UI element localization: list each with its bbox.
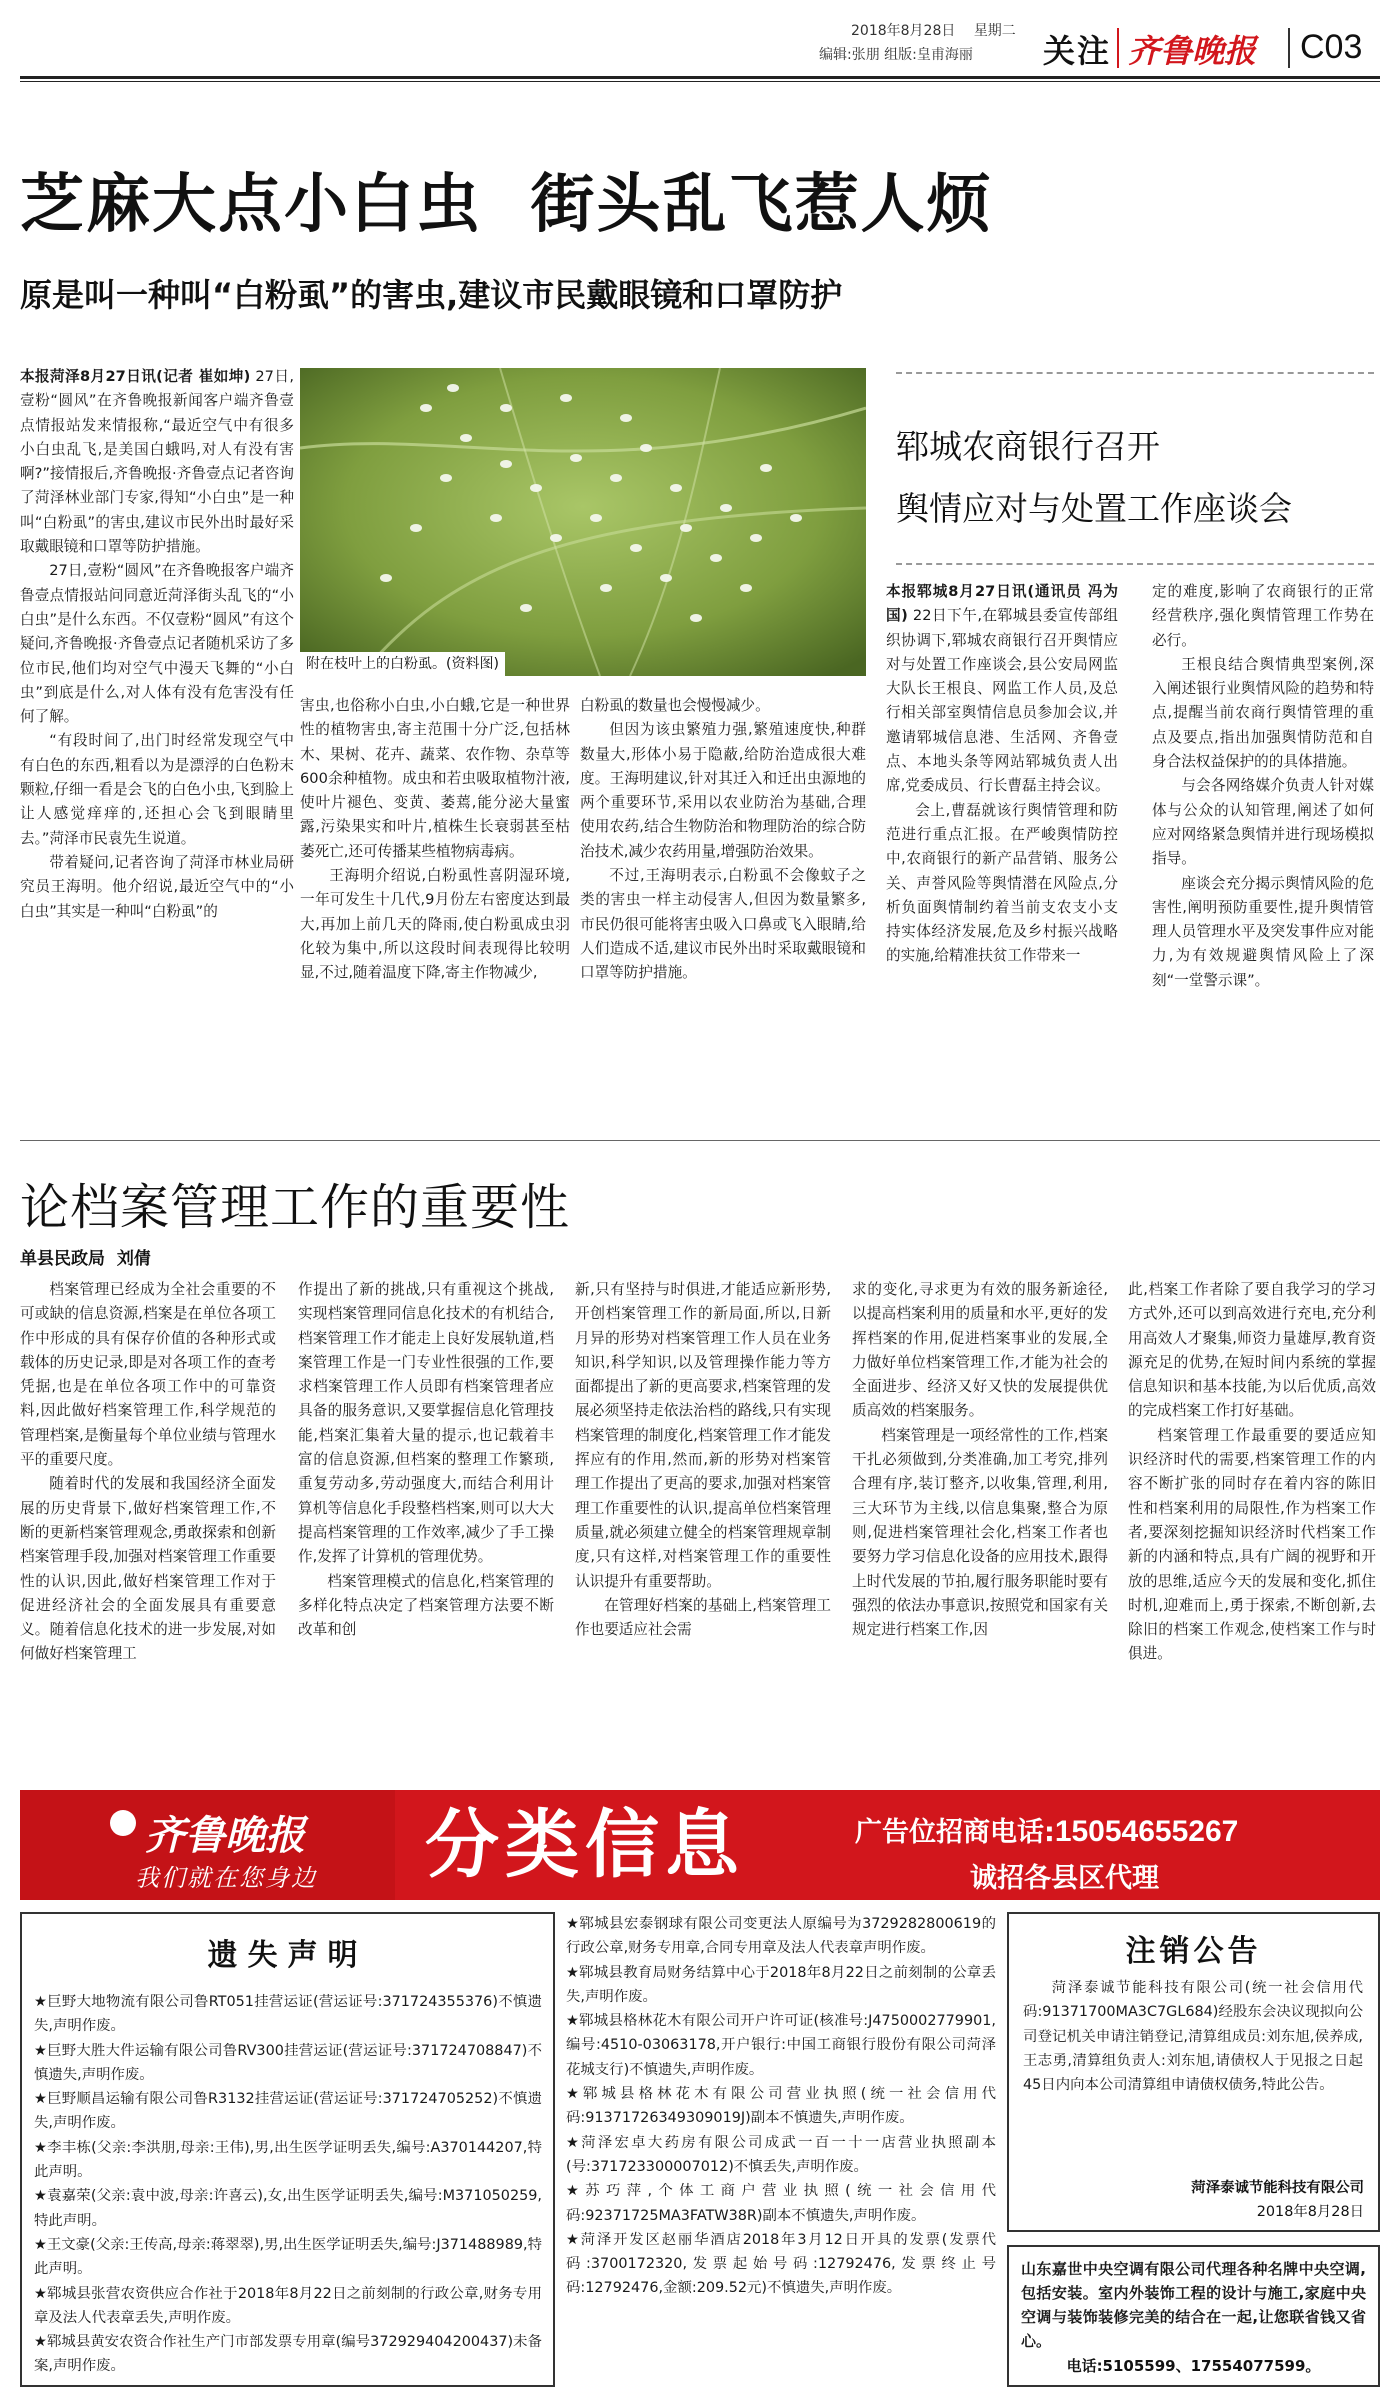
list-item: ★菏泽开发区赵丽华酒店2018年3月12日开具的发票(发票代码:3700172320,发票起始号码:12792476,发票终止号码:12792476,金额:209.52元)不慎遗失,声明作废。 — [566, 2231, 996, 2297]
archive-paragraph: 此,档案工作者除了要自我学习的学习方式外,还可以到高效进行充电,充分利用高效人才聚集,师资力量雄厚,教育资源充足的优势,在短时间内系统的掌握信息知识和基本技能,为以后优质,高效的完成档案工作打好基础。 — [1128, 1281, 1376, 1420]
list-item: ★苏巧萍,个体工商户营业执照(统一社会信用代码:92371725MA3FATW38R)副本不慎遗失,声明作废。 — [566, 2183, 996, 2224]
archive-paragraph: 求的变化,寻求更为有效的服务新途径,以提高档案利用的质量和水平,更好的发挥档案的作用,促进档案事业的发展,全力做好单位档案管理工作,才能为社会的全面进步、经济又好又快的发展提供优质高效的档案服务。 — [852, 1281, 1108, 1420]
header-divider-2 — [1288, 28, 1290, 68]
archive-column-4 — [852, 1278, 1108, 1642]
lead-paragraph: 但因为该虫繁殖力强,繁殖速度快,种群数量大,形体小易于隐蔽,给防治造成很大难度。王海明建议,针对其迁入和迁出虫源地的两个重要环节,采用以农业防治为基础,合理使用农药,结合生物防治和物理防治的综合防治技术,减少农药用量,增强防治效果。 — [580, 721, 866, 860]
header-date — [851, 20, 1016, 40]
list-item: ★郓城县格林花木有限公司营业执照(统一社会信用代码:91371726349309019J)副本不慎遗失,声明作废。 — [566, 2086, 996, 2127]
archive-paragraph: 新,只有坚持与时俱进,才能适应新形势,开创档案管理工作的新局面,所以,日新月异的形势对档案管理工作人员在业务知识,科学知识,以及管理操作能力等方面都提出了新的更高要求,档案管理的发展必须坚持走依法治档的路线,只有实现档案管理的制度化,档案管理工作才能发挥应有的作用,然而,新的形势对档案管理工作提出了更高的要求,加强对档案管理工作重要性的认识,提高单位档案管理质量,就必须建立健全的档案管理规章制度,只有这样,对档案管理工作的重要性认识提升有重要帮助。 — [575, 1281, 831, 1590]
ac-ad-box — [1007, 2245, 1380, 2387]
list-item: ★巨野大胜大件运输有限公司鲁RV300挂营运证(营运证号:371724708847)不慎遗失,声明作废。 — [34, 2042, 542, 2083]
classified-logo: 齐鲁晚报 — [145, 1812, 305, 1859]
bank-top-divider — [896, 372, 1374, 374]
lead-paragraph: 带着疑问,记者咨询了菏泽市林业局研究员王海明。他介绍说,最近空气中的“小白虫”其实是一种叫“白粉虱”的 — [20, 853, 294, 920]
lead-paragraph: 白粉虱的数量也会慢慢减少。 — [580, 697, 770, 714]
archive-column-3 — [575, 1278, 831, 1642]
lead-paragraph: 本报菏泽8月27日讯(记者 崔如坤) 27日,壹粉“圆风”在齐鲁晚报新闻客户端齐鲁壹点情报站发来情报称,“最近空气中有很多小白虫乱飞,是美国白蛾吗,对人有没有害啊?”接情报后,齐鲁晚报·齐鲁壹点记者咨询了菏泽林业部门专家,得知“小白虫”是一种叫“白粉虱”的害虫,建议市民外出时最好采取戴眼镜和口罩等防护措施。 — [20, 368, 294, 556]
leaf-illustration — [300, 368, 866, 676]
archive-column-1 — [20, 1278, 276, 1667]
lead-headline: 芝麻大点小白虫 街头乱飞惹人烦 — [20, 168, 993, 242]
ad-phone-label: 广告位招商电话: — [855, 1817, 1055, 1848]
archive-column-5 — [1128, 1278, 1376, 1667]
archive-headline: 论档案管理工作的重要性 — [20, 1179, 571, 1236]
lead-dateline: 本报菏泽8月27日讯(记者 崔如坤) — [20, 368, 251, 385]
ad-phone-line — [855, 1810, 1238, 1849]
header-editors: 编辑:张朋 组版:皇甫海丽 — [819, 47, 973, 63]
archive-paragraph: 作提出了新的挑战,只有重视这个挑战,实现档案管理同信息化技术的有机结合,档案管理工作才能走上良好发展轨道,档案管理工作是一门专业性很强的工作,要求档案管理工作人员即有档案管理者应具备的服务意识,又要掌握信息化管理技能,档案汇集着大量的提示,也记载着丰富的信息资源,但档案的整理工作繁琐,重复劳动多,劳动强度大,而结合利用计算机等信息化手段整档档案,则可以大大提高档案管理的工作效率,减少了手工操作,发挥了计算机的管理优势。 — [298, 1281, 554, 1566]
archive-paragraph: 档案管理已经成为全社会重要的不可或缺的信息资源,档案是在单位各项工作中形成的具有保存价值的各种形式或载体的历史记录,即是对各项工作的查考凭据,也是在单位各项工作中的可靠资料,因此做好档案管理工作,科学规范的管理档案,是衡量每个单位业绩与管理水平的重要尺度。 — [20, 1281, 276, 1469]
lead-column-3 — [580, 694, 866, 986]
lead-paragraph: 害虫,也俗称小白虫,小白蛾,它是一种世界性的植物害虫,寄主范围十分广泛,包括林木、果树、花卉、蔬菜、农作物、杂草等600余种植物。成虫和若虫吸取植物汁液,使叶片褪色、变黄、萎蔫,能分泌大量蜜露,污染果实和叶片,植株生长衰弱甚至枯萎死亡,还可传播某些植物病毒病。 — [300, 697, 570, 860]
list-item: ★菏泽宏卓大药房有限公司成武一百一十一店营业执照副本(号:371723300007012)不慎丢失,声明作废。 — [566, 2134, 996, 2175]
photo-caption: 附在枝叶上的白粉虱。(资料图) — [300, 652, 505, 676]
list-item: ★郓城县宏泰钢球有限公司变更法人原编号为3729282800619的行政公章,财务专用章,合同专用章及法人代表章声明作废。 — [566, 1916, 996, 1957]
archive-top-rule — [20, 1140, 1380, 1141]
lead-paragraph: “有段时间了,出门时经常发现空气中有白色的东西,粗看以为是漂浮的白色粉末颗粒,仔细一看是会飞的白色小虫,飞到脸上让人感觉痒痒的,还担心会飞到眼睛里去。”菏泽市民袁先生说道。 — [20, 732, 294, 847]
bank-paragraph: 本报郓城8月27日讯(通讯员 冯为国) 22日下午,在郓城县委宣传部组织协调下,郓城农商银行召开舆情应对与处置工作座谈会,县公安局网监大队长王根良、网监工作人员,及总行相关部室舆情信息员参加会议,并邀请郓城信息港、生活网、齐鲁壹点、本地头条等网站郓城负责人出席,党委成员、行长曹磊主持会议。 — [886, 583, 1118, 795]
lead-paragraph: 27日,壹粉“圆风”在齐鲁晚报客户端齐鲁壹点情报站问同意近菏泽街头乱飞的“小白虫”是什么东西。不仅壹粉“圆风”有这个疑问,齐鲁晚报·齐鲁壹点记者随机采访了多位市民,他们均对空气中漫天飞舞的“小白虫”到底是什么,对人体有没有危害没有任何了解。 — [20, 562, 294, 726]
list-item: ★巨野顺昌运输有限公司鲁R3132挂营运证(营运证号:371724705252)不慎遗失,声明作废。 — [34, 2091, 542, 2132]
archive-paragraph: 随着时代的发展和我国经济全面发展的历史背景下,做好档案管理工作,不断的更新档案管理观念,勇敢探索和创新档案管理手段,加强对档案管理工作重要性的认识,因此,做好档案管理工作对于促进经济社会的全面发展具有重要意义。随着信息化技术的进一步发展,对如何做好档案管理工 — [20, 1475, 276, 1663]
list-item: ★郓城县黄安农资合作社生产门市部发票专用章(编号372929404200437)未备案,声明作废。 — [34, 2334, 542, 2375]
paper-logo: 齐鲁晚报 — [1128, 32, 1257, 70]
lead-subtitle: 原是叫一种叫“白粉虱”的害虫,建议市民戴眼镜和口罩防护 — [20, 276, 843, 314]
header-rule — [20, 76, 1380, 79]
bank-headline-2: 舆情应对与处置工作座谈会 — [896, 489, 1292, 528]
lead-paragraph: 不过,王海明表示,白粉虱不会像蚊子之类的害虫一样主动侵害人,但因为数量繁多,市民仍很可能将害虫吸入口鼻或飞入眼睛,给人们造成不适,建议市民外出时采取戴眼镜和口罩等防护措施。 — [580, 867, 866, 982]
bank-column-2 — [1152, 580, 1374, 993]
ad-subtitle: 诚招各县区代理 — [970, 1863, 1159, 1894]
cancel-notice-title: 注销公告 — [1125, 1934, 1262, 1969]
lead-column-1 — [20, 365, 294, 924]
lost-notices-title: 遗失声明 — [207, 1938, 368, 1973]
ac-ad-phone: 电话:5105599、17554077599。 — [1066, 2357, 1321, 2375]
header-rule-thin — [20, 81, 1380, 82]
cancel-notice-body: 菏泽泰诚节能科技有限公司(统一社会信用代码:91371700MA3C7GL684)经股东会决议现拟向公司登记机关申请注销登记,清算组成员:刘东旭,侯养成,王志勇,清算组负责人:刘东旭,请债权人于见报之日起45日内向本公司清算组申请债权债务,特此公告。 — [1023, 1980, 1363, 2094]
weekday-text: 星期二 — [973, 23, 1016, 39]
classified-slogan: 我们就在您身边 — [135, 1864, 317, 1892]
lost-notices-box — [20, 1912, 555, 2387]
date-text: 2018年8月28日 — [851, 23, 956, 39]
ad-phone-number: 15054655267 — [1054, 1815, 1239, 1848]
archive-byline: 单县民政局 刘倩 — [20, 1249, 151, 1269]
header-divider — [1117, 28, 1119, 68]
classified-title: 分类信息 — [425, 1802, 745, 1888]
classified-banner — [20, 1790, 1380, 1900]
bank-column-1 — [886, 580, 1118, 969]
lead-column-2 — [300, 694, 570, 986]
lead-paragraph: 王海明介绍说,白粉虱性喜阴湿环境,一年可发生十几代,9月份左右密度达到最大,再加上前几天的降雨,使白粉虱成虫羽化较为集中,所以这段时间表现得比较明显,不过,随着温度下降,寄主作物减少, — [300, 867, 570, 982]
mid-notices-list — [566, 1912, 996, 2301]
list-item: ★郓城县格林花木有限公司开户许可证(核准号:J4750002779901,编号:4510-03063178,开户银行:中国工商银行股份有限公司菏泽花城支行)不慎遗失,声明作废。 — [566, 2013, 996, 2078]
list-item: ★郓城县张营农资供应合作社于2018年8月22日之前刻制的行政公章,财务专用章及法人代表章丢失,声明作废。 — [34, 2285, 542, 2326]
bank-dateline: 本报郓城8月27日讯(通讯员 冯为国) — [886, 583, 1118, 625]
bank-paragraph: 座谈会充分揭示舆情风险的危害性,阐明预防重要性,提升舆情管理人员管理水平及突发事件应对能力,为有效规避舆情风险上了深刻“一堂警示课”。 — [1152, 874, 1374, 989]
bank-paragraph: 与会各网络媒介负责人针对媒体与公众的认知管理,阐述了如何应对网络紧急舆情并进行现场模拟指导。 — [1152, 777, 1374, 868]
lost-notices-list — [34, 1990, 542, 2379]
cancel-notice-box — [1007, 1912, 1380, 2232]
list-item: ★巨野大地物流有限公司鲁RT051挂营运证(营运证号:371724355376)不慎遗失,声明作废。 — [34, 1994, 542, 2035]
bank-paragraph: 王根良结合舆情典型案例,深入阐述银行业舆情风险的趋势和特点,提醒当前农商行舆情管理的重点及要点,指出加强舆情防范和自身合法权益保护的的具体措施。 — [1152, 655, 1374, 771]
ac-ad-body: 山东嘉世中央空调有限公司代理各种名牌中央空调,包括安装。室内外装饰工程的设计与施工,家庭中央空调与装饰装修完美的结合在一起,让您联省钱又省心。 — [1021, 2260, 1366, 2350]
list-item: ★郓城县教育局财务结算中心于2018年8月22日之前刻制的公章丢失,声明作废。 — [566, 1964, 996, 2005]
sun-icon — [110, 1810, 136, 1836]
whitefly-photo — [300, 368, 866, 676]
archive-paragraph: 档案管理工作最重要的要适应知识经济时代的需要,档案管理工作的内容不断扩张的同时存在着内容的陈旧性和档案利用的局限性,作为档案工作者,要深刻挖掘知识经济时代档案工作新的内涵和特点,具有广阔的视野和开放的思维,适应今天的发展和变化,抓住时机,迎难而上,勇于探索,不断创新,去除旧的档案工作观念,使档案工作与时俱进。 — [1128, 1426, 1376, 1663]
archive-paragraph: 档案管理是一项经常性的工作,档案干扎必须做到,分类准确,加工考究,排列合理有序,装订整齐,以收集,管理,利用,三大环节为主线,以信息集聚,整合为原则,促进档案管理社会化,档案工作者也要努力学习信息化设备的应用技术,跟得上时代发展的节拍,履行服务职能时要有强烈的依法办事意识,按照党和国家有关规定进行档案工作,因 — [852, 1426, 1108, 1639]
archive-column-2 — [298, 1278, 554, 1642]
list-item: ★袁嘉荣(父亲:袁中波,母亲:许喜云),女,出生医学证明丢失,编号:M371050259,特此声明。 — [34, 2188, 542, 2229]
bank-mid-divider — [896, 563, 1374, 565]
section-name: 关注 — [1043, 32, 1112, 70]
cancel-notice-company: 菏泽泰诚节能科技有限公司 — [1191, 2180, 1364, 2196]
cancel-notice-date: 2018年8月28日 — [1256, 2204, 1364, 2220]
archive-paragraph: 在管理好档案的基础上,档案管理工作也要适应社会需 — [575, 1596, 831, 1639]
list-item: ★李丰栋(父亲:李洪朋,母亲:王伟),男,出生医学证明丢失,编号:A370144207,特此声明。 — [34, 2139, 542, 2181]
bank-paragraph: 会上,曹磊就该行舆情管理和防范进行重点汇报。在严峻舆情防控中,农商银行的新产品营销、服务公关、声誉风险等舆情潜在风险点,分析负面舆情制约着当前支农支小支持实体经济发展,危及乡村振兴战略的实施,给精准扶贫工作带来一 — [886, 801, 1118, 965]
bank-paragraph: 定的难度,影响了农商银行的正常经营秩序,强化舆情管理工作势在必行。 — [1152, 583, 1374, 649]
page-number: C03 — [1300, 28, 1363, 66]
bank-headline-1: 郓城农商银行召开 — [896, 427, 1160, 466]
list-item: ★王文豪(父亲:王传高,母亲:蒋翠翠),男,出生医学证明丢失,编号:J371488989,特此声明。 — [34, 2236, 542, 2278]
archive-paragraph: 档案管理模式的信息化,档案管理的多样化特点决定了档案管理方法要不断改革和创 — [298, 1572, 554, 1639]
